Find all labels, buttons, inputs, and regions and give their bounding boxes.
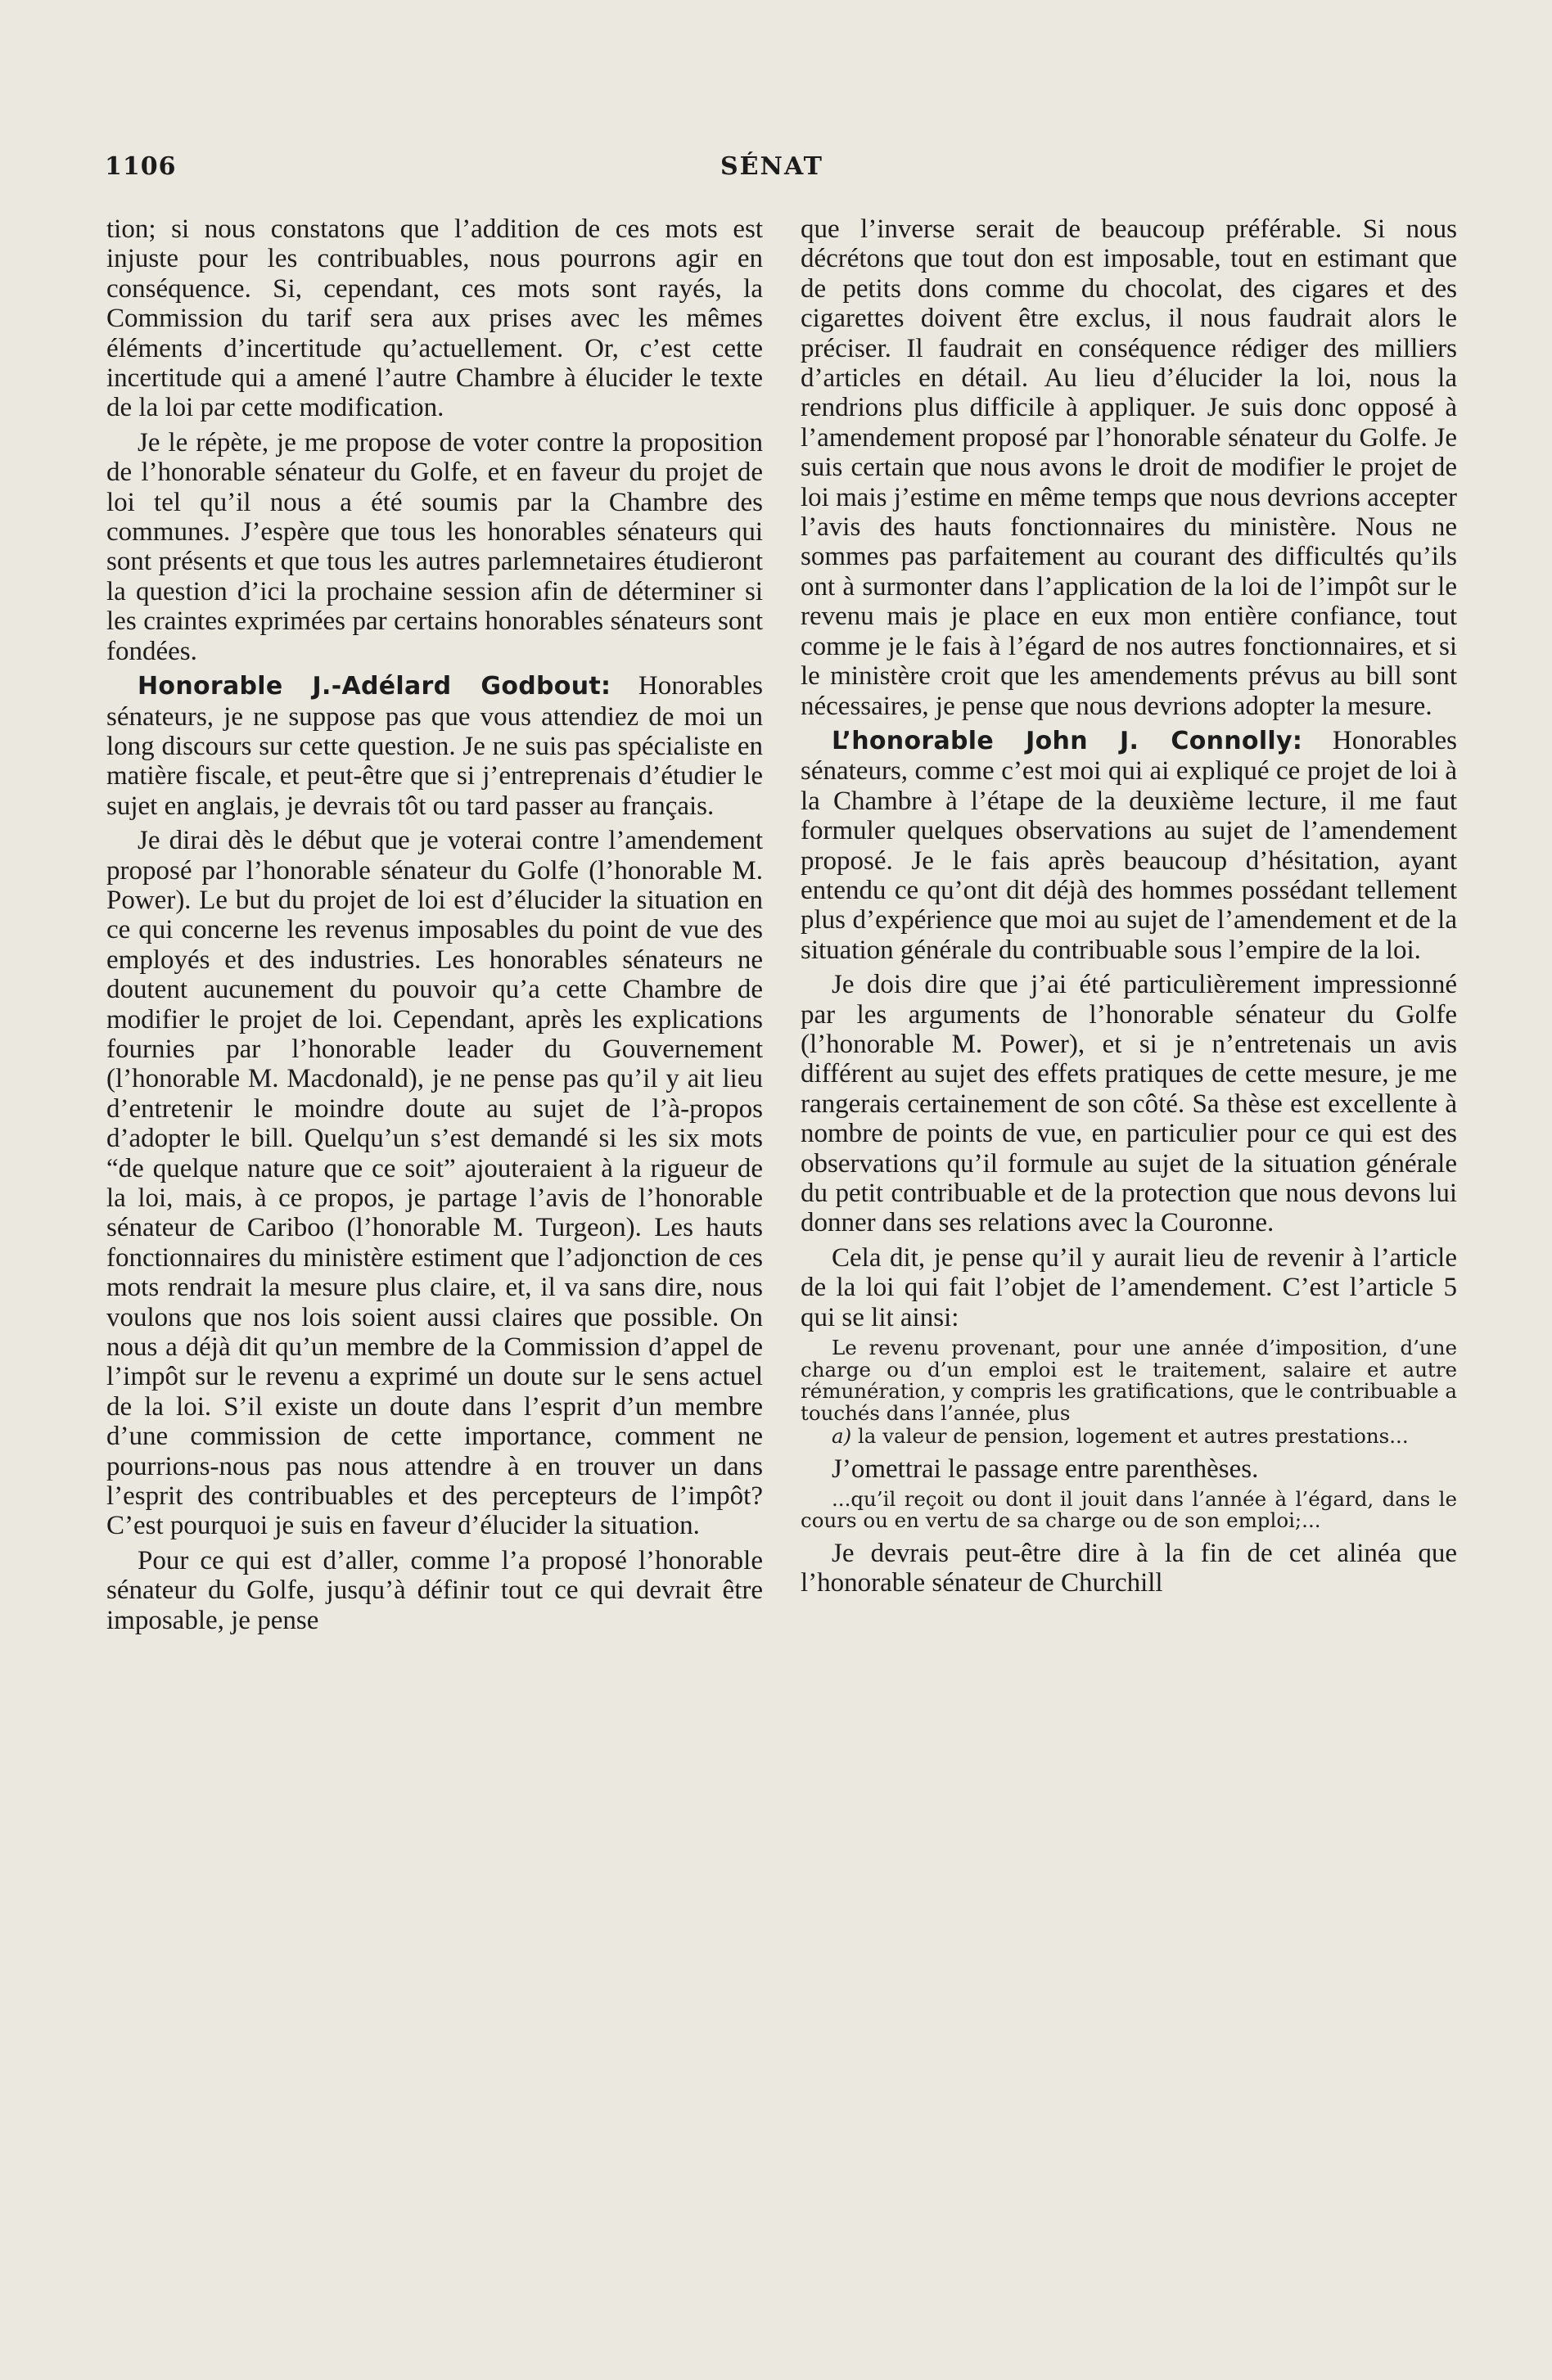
- speaker-name: Honorable J.-Adélard Godbout:: [138, 672, 611, 701]
- paragraph: Je le répète, je me propose de voter contre la proposition de l’honorable sénateur du Golfe, et en faveur du projet de loi tel qu’il nous a été soumis par la Chambre des communes. J’espère que tous les honorables sénateurs qui sont présents et que tous les autres parlemnetaires étudieront la question d’ici la prochaine session afin de déterminer si les craintes exprimées par certains honorables sénateurs sont fondées.: [106, 427, 763, 666]
- paragraph: J’omettrai le passage entre parenthèses.: [832, 1454, 1259, 1484]
- speaker-name: L’honorable John J. Connolly:: [832, 726, 1303, 755]
- left-column: [106, 214, 763, 1640]
- paragraph: [801, 726, 1457, 965]
- paragraph: Je dirai dès le début que je voterai contre l’amendement proposé par l’honorable sénateur du Golfe (l’honorable M. Power). Le but du projet de loi est d’élucider la situation en ce qui concerne les revenus imposables du point de vue des employés et des industries. Les honorables sénateurs ne doutent aucunement du pouvoir qu’a cette Chambre de modifier le projet de loi. Cependant, après les explications fournies par l’honorable leader du Gouvernement (l’honorable M. Macdonald), je ne pense pas qu’il y ait lieu d’entretenir le moindre doute au sujet de l’à-propos d’adopter le bill. Quelqu’un s’est demandé si les six mots “de quelque nature que ce soit” ajouteraient à la rigueur de la loi, mais, à ce propos, je partage l’avis de l’honorable sénateur de Cariboo (l’honorable M. Turgeon). Les hauts fonctionnaires du ministère estiment que l’adjonction de ces mots rendrait la mesure plus claire, et, il va sans dire, nous voulons que nos lois soient aussi claires que possible. On nous a déjà dit qu’un membre de la Commission d’appel de l’impôt sur le revenu a exprimé un doute sur le sens actuel de la loi. S’il existe un doute dans l’esprit d’un membre d’une commission de cette importance, comment ne pourrions-nous pas nous attendre à en trouver un dans l’esprit des contribuables et des percepteurs de l’impôt? C’est pourquoi je suis en faveur d’élucider la situation.: [106, 826, 763, 1541]
- paragraph: Pour ce qui est d’aller, comme l’a proposé l’honorable sénateur du Golfe, jusqu’à définir tout ce qui devrait être imposable, je pense: [106, 1545, 763, 1635]
- speech-text: Honorables sénateurs, comme c’est moi qui ai expliqué ce projet de loi à la Chambre à l’étape de la deuxième lecture, il me faut formuler quelques observations au sujet de l’amendement proposé. Je le fais après beaucoup d’hésitation, ayant entendu ce qu’ont dit déjà des hommes possédant tellement plus d’expérience que moi au sujet de l’amendement et de la situation générale du contribuable sous l’empire de la loi.: [801, 725, 1457, 965]
- speech-text: Honorables sénateurs, je ne suppose pas que vous attendiez de moi un long discours sur cette question. Je ne suis pas spécialiste en matière fiscale, et peut-être que si j’entreprenais d’étudier le sujet en anglais, je devrais tôt ou tard passer au français.: [106, 671, 763, 821]
- block-quote: [801, 1337, 1457, 1448]
- paragraph: tion; si nous constatons que l’addition de ces mots est injuste pour les contribuables, nous pourrons agir en conséquence. Si, cependant, ces mots sont rayés, la Commission du tarif sera aux prises avec les mêmes éléments d’incertitude qu’actuellement. Or, c’est cette incertitude qui a amené l’autre Chambre à élucider le texte de la loi par cette modification.: [106, 214, 763, 423]
- running-head-title: SÉNAT: [720, 152, 823, 181]
- paragraph: Je devrais peut-être dire à la fin de cet alinéa que l’honorable sénateur de Churchill: [801, 1538, 1457, 1598]
- paragraph: que l’inverse serait de beaucoup préférable. Si nous décrétons que tout don est imposable, tout en estimant que de petits dons comme du chocolat, des cigares et des cigarettes doivent être exclus, il nous faudrait alors le préciser. Il faudrait en conséquence rédiger des milliers d’articles en détail. Au lieu d’élucider la loi, nous la rendrions plus difficile à appliquer. Je suis donc opposé à l’amendement proposé par l’honorable sénateur du Golfe. Je suis certain que nous avons le droit de modifier le projet de loi mais j’estime en même temps que nous devrions accepter l’avis des hauts fonctionnaires du ministère. Nous ne sommes pas parfaitement au courant des difficultés qu’ils ont à surmonter dans l’application de la loi de l’impôt sur le revenu mais je place en eux mon entière confiance, tout comme je le fais à l’égard de nos autres fonctionnaires, et si le ministère croit que les amendements prévus au bill sont nécessaires, je pense que nous devrions adopter la mesure.: [801, 214, 1457, 721]
- quote-list-item: [801, 1426, 1457, 1448]
- paragraph: Cela dit, je pense qu’il y aurait lieu de revenir à l’article de la loi qui fait l’objet de l’amendement. C’est l’article 5 qui se lit ainsi:: [801, 1242, 1457, 1332]
- quote-text: ...qu’il reçoit ou dont il jouit dans l’année à l’égard, dans le cours ou en vertu de sa charge ou de son emploi;...: [801, 1486, 1457, 1533]
- list-item-text: la valeur de pension, logement et autres prestations...: [851, 1424, 1409, 1449]
- quote-text: Le revenu provenant, pour une année d’imposition, d’une charge ou d’un emploi est le traitement, salaire et autre rémunération, y compris les gratifications, que le contribuable a touchés dans l’année, plus: [801, 1336, 1457, 1425]
- page-number: 1106: [105, 152, 177, 181]
- list-label: a): [832, 1424, 852, 1449]
- paragraph: [106, 671, 763, 821]
- paragraph: Je dois dire que j’ai été particulièrement impressionné par les arguments de l’honorable sénateur du Golfe (l’honorable M. Power), et si je n’entretenais un avis différent au sujet des effets pratiques de cette mesure, je me rangerais certainement de son côté. Sa thèse est excellente à nombre de points de vue, en particulier pour ce qui est des observations qu’il formule au sujet de la situation générale du petit contribuable et de la protection que nous devons lui donner dans ses relations avec la Couronne.: [801, 970, 1457, 1238]
- right-column: [801, 214, 1457, 1603]
- block-quote: [801, 1486, 1457, 1533]
